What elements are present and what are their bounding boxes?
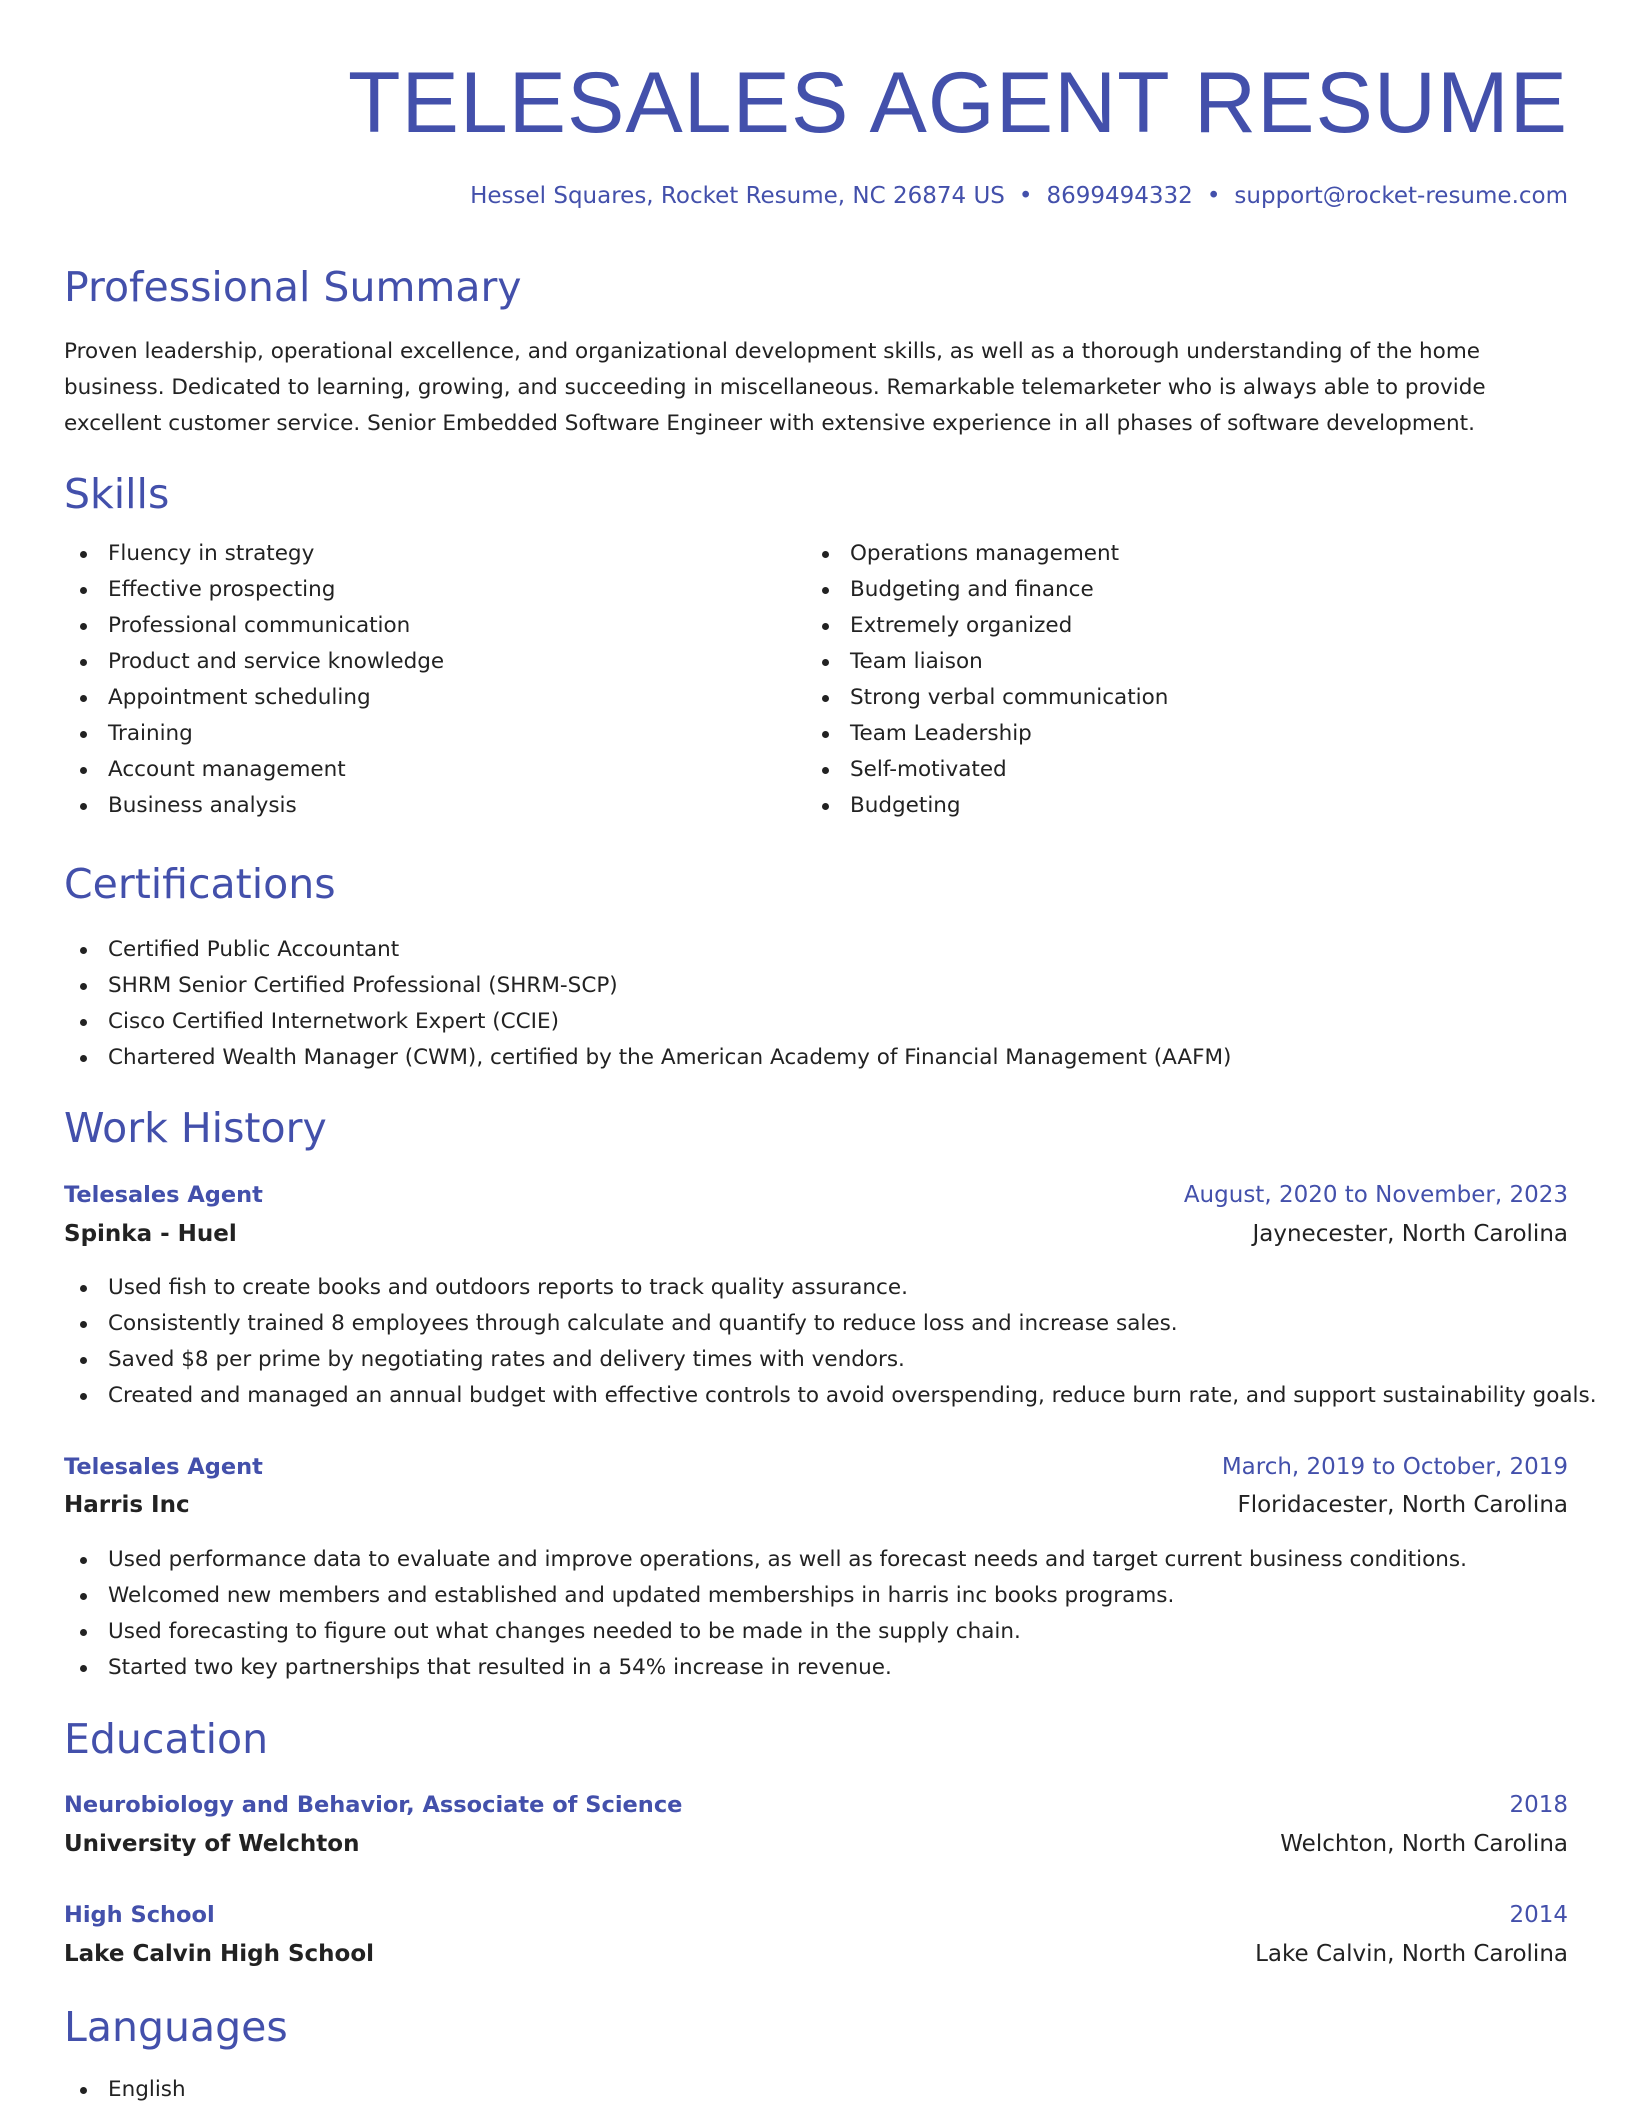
- job-bullets: [64, 1542, 1467, 1686]
- job-bullet: Welcomed new members and established and updated memberships in harris inc books programs.: [64, 1578, 1467, 1614]
- skill-item: Budgeting and finance: [806, 572, 1168, 608]
- contact-email[interactable]: support@rocket-resume.com: [1234, 183, 1568, 209]
- job-bullet: Used forecasting to figure out what changes needed to be made in the supply chain.: [64, 1614, 1467, 1650]
- skill-item: Strong verbal communication: [806, 680, 1168, 716]
- language-item: English: [64, 2072, 186, 2108]
- resume-title: TELESALES AGENT RESUME: [347, 55, 1568, 151]
- job-title: Telesales Agent: [64, 1454, 263, 1480]
- job-bullet: Consistently trained 8 employees through calculate and quantify to reduce loss and increase sales.: [64, 1306, 1597, 1342]
- job-header-row: [64, 1448, 1568, 1486]
- job-title: Telesales Agent: [64, 1182, 263, 1208]
- job-header-row: [64, 1176, 1568, 1214]
- contact-separator: •: [1206, 183, 1221, 209]
- education-header-row: [64, 1896, 1568, 1934]
- certification-item: Certified Public Accountant: [64, 932, 1231, 968]
- education-header-row: [64, 1786, 1568, 1824]
- education-location: Welchton, North Carolina: [1280, 1831, 1568, 1857]
- contact-address: Hessel Squares, Rocket Resume, NC 26874 US: [470, 183, 1005, 209]
- contact-separator: •: [1018, 183, 1033, 209]
- skill-item: Fluency in strategy: [64, 536, 444, 572]
- education-school: Lake Calvin High School: [64, 1941, 375, 1967]
- skill-item: Effective prospecting: [64, 572, 444, 608]
- job-company-row: [64, 1486, 1568, 1524]
- skill-item: Team Leadership: [806, 716, 1168, 752]
- education-school: University of Welchton: [64, 1831, 360, 1857]
- education-year: 2018: [1509, 1792, 1568, 1818]
- education-location: Lake Calvin, North Carolina: [1255, 1941, 1568, 1967]
- certifications-list: [64, 932, 1231, 1076]
- summary-heading: Professional Summary: [64, 263, 522, 311]
- skill-item: Extremely organized: [806, 608, 1168, 644]
- skill-item: Budgeting: [806, 788, 1168, 824]
- languages-heading: Languages: [64, 2003, 288, 2051]
- job-bullets: [64, 1270, 1597, 1414]
- contact-line: [470, 178, 1568, 214]
- job-bullet: Used fish to create books and outdoors reports to track quality assurance.: [64, 1270, 1597, 1306]
- education-degree: Neurobiology and Behavior, Associate of Science: [64, 1792, 683, 1818]
- skill-item: Operations management: [806, 536, 1168, 572]
- job-company-row: [64, 1215, 1568, 1253]
- job-bullet: Created and managed an annual budget with effective controls to avoid overspending, reduce burn rate, and support sustainability goals.: [64, 1378, 1597, 1414]
- skill-item: Professional communication: [64, 608, 444, 644]
- summary-text: Proven leadership, operational excellence, and organizational development skills, as well as a thorough understanding of the home business. Dedicated to learning, growing, and succeeding in miscellaneous. Remarkable telemarketer who is always able to provide excellent customer service. Senior Embedded Software Engineer with extensive experience in all phases of software development.: [64, 339, 1486, 436]
- skills-list-left: [64, 536, 444, 824]
- job-dates: August, 2020 to November, 2023: [1183, 1182, 1568, 1208]
- certifications-heading: Certifications: [64, 860, 336, 908]
- skill-item: Product and service knowledge: [64, 644, 444, 680]
- job-company: Spinka - Huel: [64, 1221, 237, 1247]
- education-school-row: [64, 1825, 1568, 1863]
- job-location: Floridacester, North Carolina: [1237, 1492, 1568, 1518]
- certification-item: SHRM Senior Certified Professional (SHRM-SCP): [64, 968, 1231, 1004]
- education-degree: High School: [64, 1902, 215, 1928]
- languages-list: [64, 2072, 186, 2108]
- job-bullet: Saved $8 per prime by negotiating rates and delivery times with vendors.: [64, 1342, 1597, 1378]
- job-location: Jaynecester, North Carolina: [1252, 1221, 1568, 1247]
- education-school-row: [64, 1935, 1568, 1973]
- certification-item: Chartered Wealth Manager (CWM), certified by the American Academy of Financial Management (AAFM): [64, 1040, 1231, 1076]
- skill-item: Account management: [64, 752, 444, 788]
- skill-item: Self-motivated: [806, 752, 1168, 788]
- job-bullet: Started two key partnerships that resulted in a 54% increase in revenue.: [64, 1650, 1467, 1686]
- job-company: Harris Inc: [64, 1492, 190, 1518]
- skill-item: Business analysis: [64, 788, 444, 824]
- education-year: 2014: [1509, 1902, 1568, 1928]
- work-history-heading: Work History: [64, 1104, 327, 1152]
- certification-item: Cisco Certified Internetwork Expert (CCIE): [64, 1004, 1231, 1040]
- job-bullet: Used performance data to evaluate and improve operations, as well as forecast needs and target current business conditions.: [64, 1542, 1467, 1578]
- skills-list-right: [806, 536, 1168, 824]
- skill-item: Training: [64, 716, 444, 752]
- skills-heading: Skills: [64, 470, 170, 518]
- job-dates: March, 2019 to October, 2019: [1221, 1454, 1568, 1480]
- education-heading: Education: [64, 1715, 269, 1763]
- contact-phone[interactable]: 8699494332: [1046, 183, 1193, 209]
- skill-item: Team liaison: [806, 644, 1168, 680]
- skill-item: Appointment scheduling: [64, 680, 444, 716]
